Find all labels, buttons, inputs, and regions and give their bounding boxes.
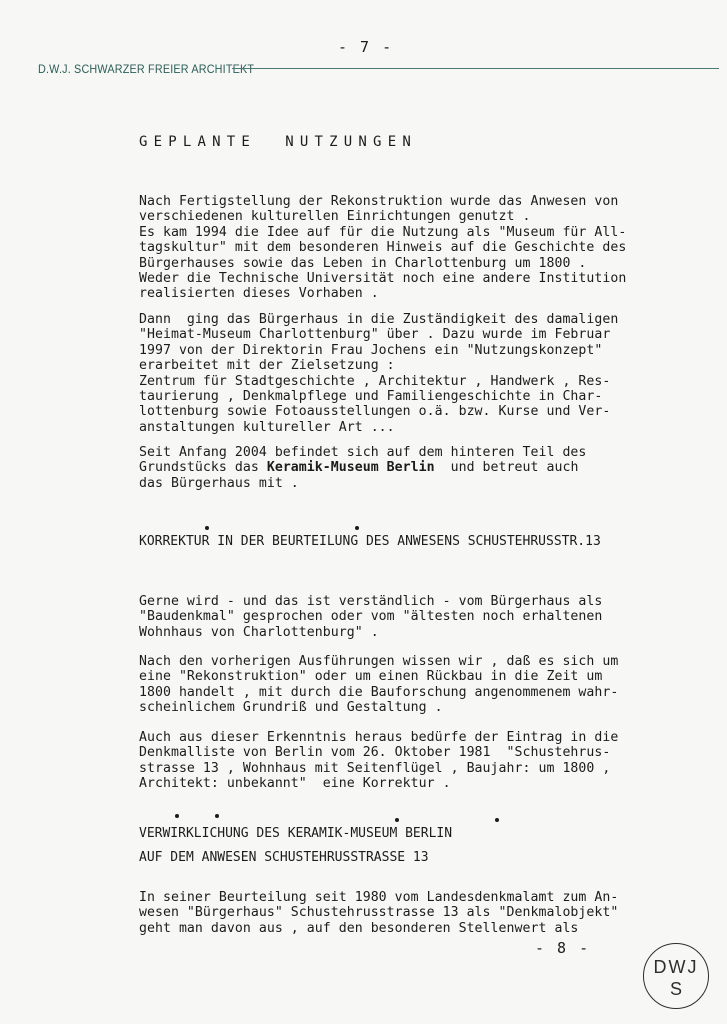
firm-name: D.W.J. SCHWARZER FREIER ARCHITEKT [38, 62, 255, 76]
paragraph-4: Gerne wird - und das ist verständlich - vom Bürgerhaus als "Baudenkmal" gesprochen oder vom "ältesten noch erhaltenen Wohnhaus von Charlottenburg" . [139, 594, 603, 640]
section-heading-planned-uses: GEPLANTE NUTZUNGEN [139, 134, 417, 150]
section-heading-realization: VERWIRKLICHUNG DES KERAMIK-MUSEUM BERLIN [139, 826, 453, 841]
paragraph-3-line-3: das Bürgerhaus mit . [139, 475, 299, 491]
paragraph-3-line-2-start: Grundstücks das [139, 460, 267, 476]
annotation-dot [395, 818, 399, 822]
stamp-text-bottom: S [669, 979, 682, 999]
annotation-dot [175, 814, 179, 818]
annotation-dot [355, 526, 359, 530]
paragraph-2: Dann ging das Bürgerhaus in die Zuständigkeit des damaligen "Heimat-Museum Charlottenburg" über . Dazu wurde im Februar 1997 von der Direktorin Frau Jochens ein "Nutzungskonzept" erarbeitet mit der Zielsetzung : Zentrum für Stadtgeschichte , Architektur , Handwerk , Res- taurierung , Denkmalpflege und Familiengeschichte in Char- lottenburg sowie Fotoausstellungen o.ä. bzw. Kurse und Ver- anstaltungen kultureller Art ... [139, 312, 619, 435]
section-heading-correction: KORREKTUR IN DER BEURTEILUNG DES ANWESENS SCHUSTEHRUSSTR.13 [139, 534, 601, 549]
paragraph-1: Nach Fertigstellung der Rekonstruktion wurde das Anwesen von verschiedenen kulturellen Einrichtungen genutzt . Es kam 1994 die Idee auf für die Nutzung als "Museum für All- tagskultur" mit dem besonderen Hinweis auf die Geschichte des Bürgerhauses sowie das Leben in Charlottenburg um 1800 . Weder die Technische Universität noch eine andere Institution realisierten dieses Vorhaben . [139, 194, 627, 302]
header-rule [232, 68, 719, 69]
annotation-dot [495, 818, 499, 822]
paragraph-7: In seiner Beurteilung seit 1980 vom Landesdenkmalamt zum An- wesen "Bürgerhaus" Schustehrusstrasse 13 als "Denkmalobjekt" geht man davon aus , auf den besonderen Stellenwert als [139, 890, 619, 936]
page-number-top: - 7 - [338, 38, 394, 56]
annotation-dot [205, 526, 209, 530]
section-heading-realization-line-2: AUF DEM ANWESEN SCHUSTEHRUSSTRASSE 13 [139, 850, 429, 865]
paragraph-3-line-1: Seit Anfang 2004 befindet sich auf dem hinteren Teil des [139, 445, 587, 460]
stamp-text-top: DWJ [653, 957, 699, 977]
paragraph-3 [139, 445, 709, 491]
paragraph-6: Auch aus dieser Erkenntnis heraus bedürfe der Eintrag in die Denkmalliste von Berlin vom 26. Oktober 1981 "Schustehrus- strasse 13 , Wohnhaus mit Seitenflügel , Baujahr: um 1800 , Architekt: unbekannt" eine Korrektur . [139, 730, 619, 792]
page-number-bottom: - 8 - [535, 939, 591, 957]
dwjs-stamp [643, 943, 709, 1009]
annotation-dot [215, 814, 219, 818]
paragraph-5: Nach den vorherigen Ausführungen wissen wir , daß es sich um eine "Rekonstruktion" oder um einen Rückbau in die Zeit um 1800 handelt , mit durch die Bauforschung angenommenem wahr- scheinlichem Grundriß und Gestaltung . [139, 654, 619, 716]
museum-name-bold: Keramik-Museum Berlin [266, 460, 435, 476]
paragraph-3-line-2-end: und betreut auch [434, 460, 579, 476]
